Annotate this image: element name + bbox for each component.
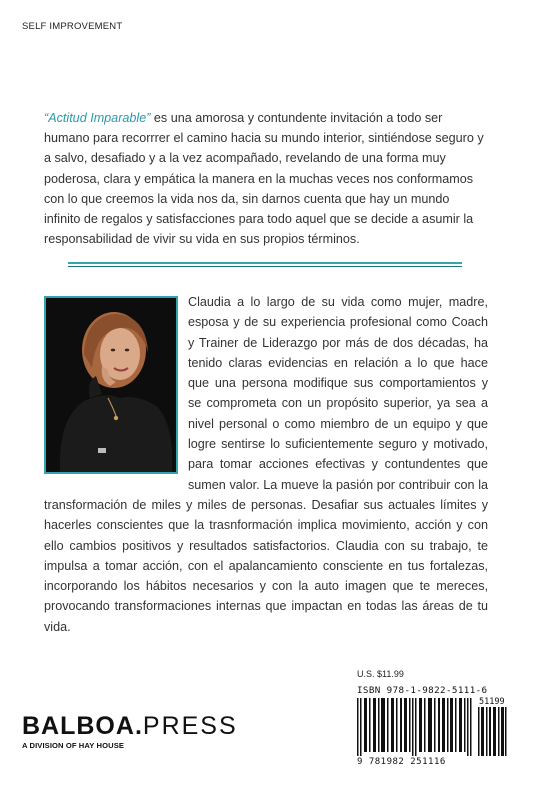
intro-paragraph	[44, 108, 489, 249]
publisher-name-dot: .	[134, 712, 143, 740]
bio-paragraph: Claudia a lo largo de su vida como mujer, madre, esposa y de su experiencia profesional como Coach y Trainer de Liderazgo por más de dos décadas, ha tenido claras evidencias en relación a lo que hace que una persona modifique sus comportamientos y se comprometa con un propósito superior, ya sea a nivel personal o como miembro de un equipo y que logre sentirse lo suficientemente seguro y motivado, para tomar acciones efectivas y contundentes que sumen valor. La mueve la pasión por contribuir con la transformación de miles y miles de personas. Desafiar sus actuales límites y hacerles conscientes que la trasnformación implica movimiento, acción y con ello cambios positivos y resultados satisfactorios. Claudia con su trabajo, te impulsa a tomar acción, con el apalancamiento consciente en tus fortalezas, incorporando los hábitos necesarios y con la auto imagen que te mereces, provocando transformaciones internas que impactan en todas las áreas de tu vida.	[44, 295, 488, 634]
section-divider	[68, 262, 462, 267]
publisher-logo	[22, 713, 238, 750]
publisher-name	[22, 713, 238, 739]
barcode-area	[355, 669, 507, 775]
isbn-barcode	[355, 698, 475, 756]
author-portrait-image	[46, 298, 176, 472]
ean-number: 9 781982 251116	[357, 757, 446, 767]
category-label: SELF IMPROVEMENT	[22, 21, 123, 32]
intro-text: es una amorosa y contundente invitación a todo ser humano para recorrrer el camino hacia su mundo interior, sintiéndose seguro y a salvo, desafiado y a la vez acompañado, revelando de una forma muy poderosa, clara y empática la manera en la muchas veces nos conformamos con lo que creemos la vida nos da, sin darnos cuenta que hay un mundo infinito de regalos y satisfacciones para todo aquel que se decide a asumir la responsabilidad de vivir su vida en sus propios términos.	[44, 111, 484, 247]
publisher-name-light: PRESS	[142, 712, 238, 740]
price-barcode	[478, 707, 507, 756]
author-photo	[44, 296, 178, 474]
price-label: U.S. $11.99	[357, 669, 404, 679]
isbn-label: ISBN 978-1-9822-5111-6	[357, 685, 488, 696]
addon-code: 51199	[479, 697, 505, 707]
divider-line-top	[68, 262, 462, 264]
book-title: “Actitud Imparable”	[44, 111, 151, 125]
publisher-division: A DIVISION OF HAY HOUSE	[22, 741, 125, 750]
divider-line-bottom	[68, 266, 462, 267]
publisher-name-bold: BALBOA	[22, 712, 135, 740]
